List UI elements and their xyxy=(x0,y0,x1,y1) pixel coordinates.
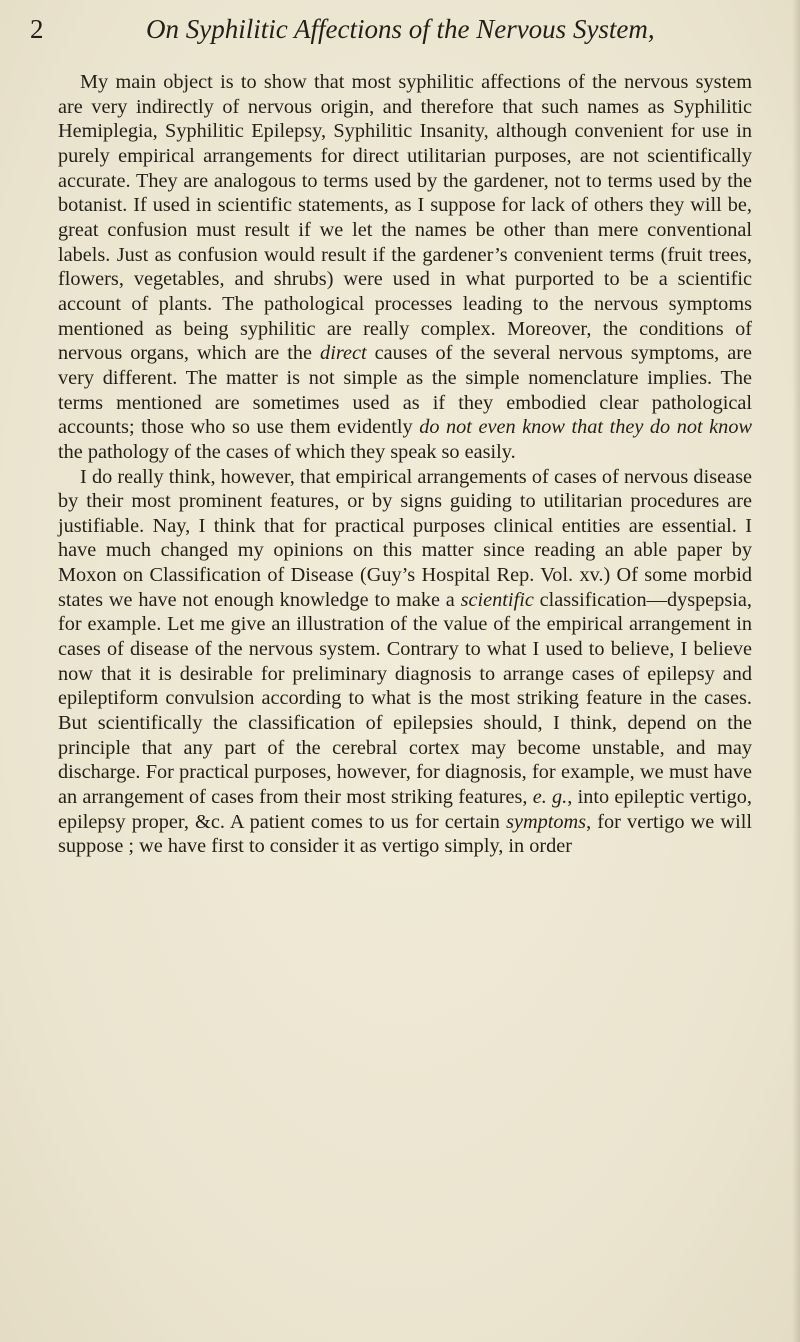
text-run: , for vertigo we will suppose ; we have first to consider it as vertigo simply, in order xyxy=(58,810,752,858)
text-run: I do really think, however, that empirical arrangements of cases of nervous disease by their most prominent features, or by signs guiding to utilitarian procedures are justifiable. Nay, I think that for practical purposes clinical entities are essential. I have much changed my opinions on this matter since reading an able paper by Moxon on Classification of Disease (Guy’s Hospital Rep. Vol. xv.) Of some morbid states we have not enough knowledge to make a xyxy=(58,465,752,611)
italic-run: direct xyxy=(320,342,367,365)
body-text xyxy=(58,70,752,859)
italic-run: do not even know that they do not know xyxy=(419,416,752,439)
text-run: causes of the several nervous symptoms, are very different. The matter is not simple as the simple nomenclature implies. The terms mentioned are sometimes used as if they embodied clear pathological accounts; those who so use them evidently xyxy=(58,342,752,439)
paragraph-1 xyxy=(58,70,752,465)
text-run: My main object is to show that most syphilitic affections of the nervous system are very indirectly of nervous origin, and therefore that such names as Syphilitic Hemiplegia, Syphilitic Epilepsy, Syphilitic Insanity, although convenient for use in purely empirical arrangements for direct utilitarian purposes, are not scientifically accurate. They are analogous to terms used by the gardener, not to terms used by the botanist. If used in scientific statements, as I suppose for lack of others they will be, great confusion must result if we let the names be other than mere conventional labels. Just as confusion would result if the gardener’s convenient terms (fruit trees, flowers, vegetables, and shrubs) were used in what purported to be a scientific account of plants. The pathological processes leading to the nervous symptoms mentioned as being syphilitic are really complex. Moreover, the conditions of nervous organs, which are the xyxy=(58,71,752,365)
text-run: the pathology of the cases of which they speak so easily. xyxy=(58,440,516,463)
text-run: , into epileptic vertigo, epilepsy proper, &c. A patient comes to us for certain xyxy=(58,786,752,833)
text-run: classification—dyspepsia, for example. Let me give an illustration of the value of the empirical arrangement in cases of disease of the nervous system. Contrary to what I used to believe, I believe now that it is desirable for preliminary diagnosis to arrange cases of epilepsy and epileptiform convulsion according to what is the most striking feature in the cases. But scientifically the classification of epilepsies should, I think, depend on the principle that any part of the cerebral cortex may become unstable, and may discharge. For practical purposes, however, for diagnosis, for example, we must have an arrangement of cases from their most striking features, xyxy=(58,588,752,809)
running-title: On Syphilitic Affections of the Nervous System, xyxy=(146,14,655,44)
page-edge-shadow xyxy=(792,0,800,1342)
italic-run: symptoms xyxy=(506,810,587,833)
italic-run: e. g. xyxy=(532,786,568,809)
italic-run: scientific xyxy=(460,588,534,611)
paragraph-2 xyxy=(58,465,752,860)
running-head xyxy=(30,14,770,54)
page-number: 2 xyxy=(30,14,44,44)
